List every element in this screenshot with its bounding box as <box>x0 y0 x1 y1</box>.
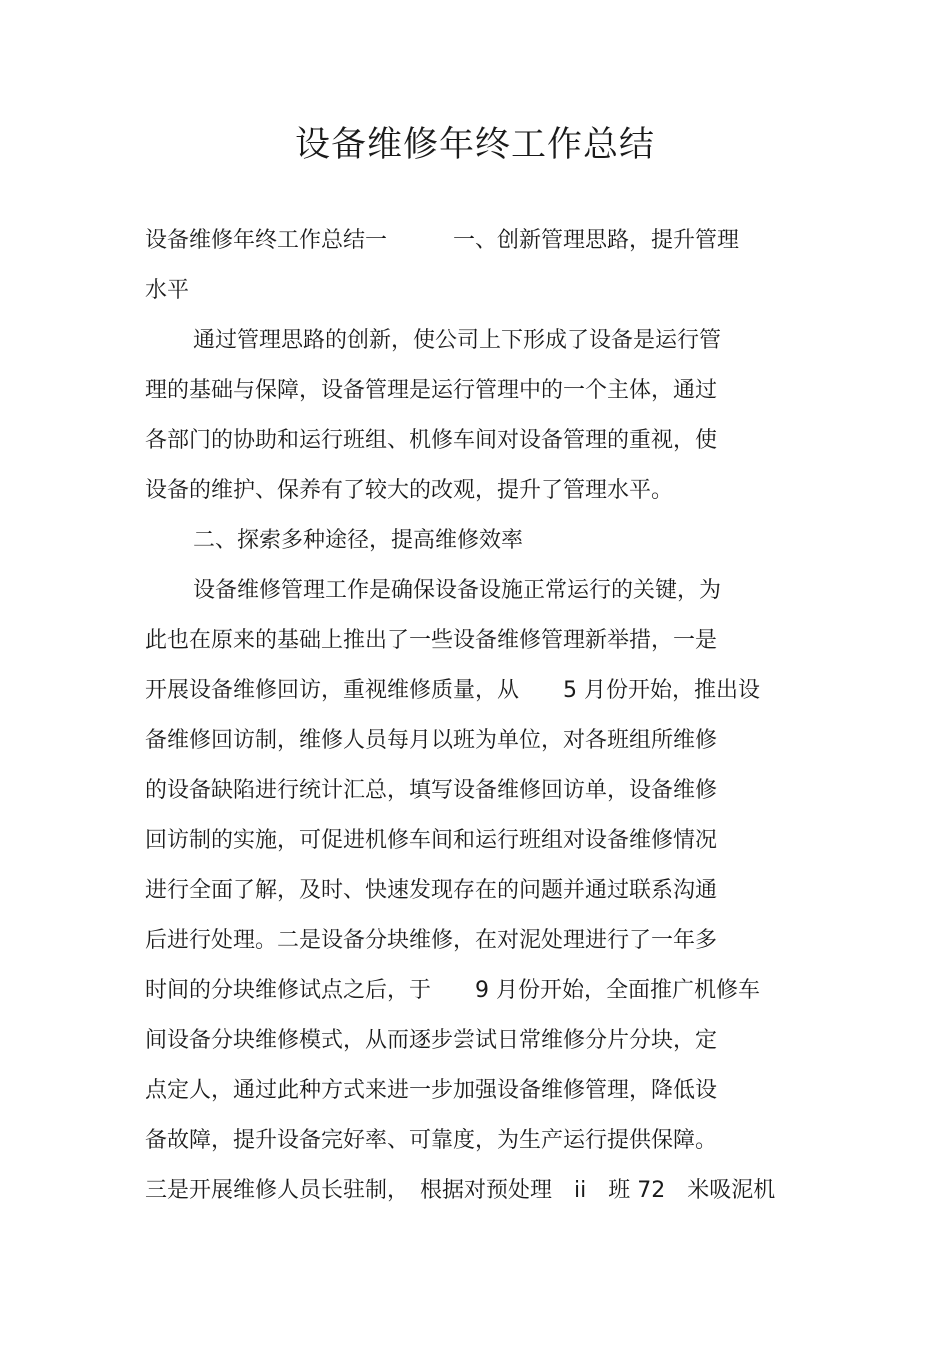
text-line: 后进行处理。二是设备分块维修，在对泥处理进行了一年多 <box>145 928 718 953</box>
text-line: 水平 <box>145 278 190 303</box>
text-line: 开展设备维修回访，重视维修质量，从 5 月份开始，推出设 <box>145 678 760 703</box>
text-line: 三是开展维修人员长驻制， 根据对预处理 ii 班 72 米吸泥机 <box>145 1178 776 1203</box>
text-line: 间设备分块维修模式，从而逐步尝试日常维修分片分块，定 <box>145 1028 718 1053</box>
text-line: 回访制的实施，可促进机修车间和运行班组对设备维修情况 <box>145 828 718 853</box>
section-heading: 二、探索多种途径，提高维修效率 <box>193 528 524 553</box>
text-line: 点定人，通过此种方式来进一步加强设备维修管理，降低设 <box>145 1078 718 1103</box>
text-line: 理的基础与保障，设备管理是运行管理中的一个主体，通过 <box>145 378 718 403</box>
text-line: 备维修回访制，维修人员每月以班为单位，对各班组所维修 <box>145 728 718 753</box>
text-line: 设备的维护、保养有了较大的改观，提升了管理水平。 <box>145 478 674 503</box>
text-line: 设备维修管理工作是确保设备设施正常运行的关键，为 <box>193 578 722 603</box>
text-line: 此也在原来的基础上推出了一些设备维修管理新举措，一是 <box>145 628 718 653</box>
text-line: 通过管理思路的创新，使公司上下形成了设备是运行管 <box>193 328 722 353</box>
text-line: 各部门的协助和运行班组、机修车间对设备管理的重视，使 <box>145 428 718 453</box>
document-title: 设备维修年终工作总结 <box>294 125 655 165</box>
text-line: 的设备缺陷进行统计汇总，填写设备维修回访单，设备维修 <box>145 778 718 803</box>
text-line: 进行全面了解，及时、快速发现存在的问题并通过联系沟通 <box>145 878 718 903</box>
text-line: 时间的分块维修试点之后，于 9 月份开始，全面推广机修车 <box>145 978 760 1003</box>
text-line: 设备维修年终工作总结一 一、创新管理思路，提升管理 <box>145 228 740 253</box>
text-line: 备故障，提升设备完好率、可靠度，为生产运行提供保障。 <box>145 1128 718 1153</box>
